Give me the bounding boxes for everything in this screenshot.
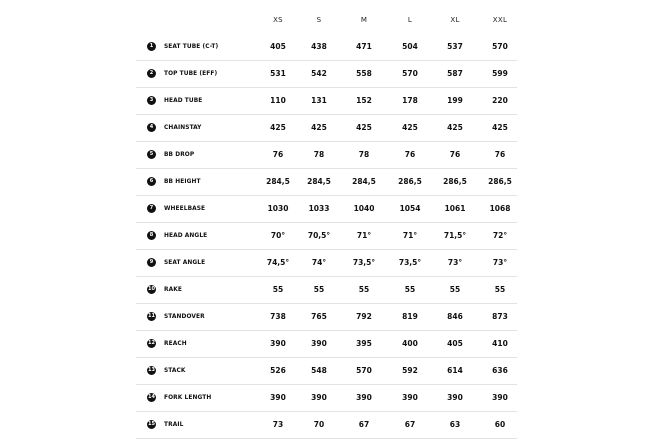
- row-number-badge: 4: [147, 123, 156, 132]
- cell-value: 55: [313, 285, 325, 294]
- row-label: STACK: [164, 366, 186, 374]
- row-label: CHAINSTAY: [164, 123, 202, 131]
- row-label: BB HEIGHT: [164, 177, 201, 185]
- cell-value: 390: [270, 393, 286, 402]
- cell-value: 765: [311, 312, 327, 321]
- cell-value: 614: [447, 366, 463, 375]
- cell-value: 286,5: [488, 177, 512, 186]
- cell-value: 390: [270, 339, 286, 348]
- cell-value: 1068: [489, 204, 511, 213]
- size-header-xs: XS: [273, 16, 283, 24]
- cell-value: 542: [311, 69, 327, 78]
- cell-value: 390: [447, 393, 463, 402]
- cell-value: 284,5: [307, 177, 331, 186]
- cell-value: 570: [492, 42, 508, 51]
- cell-value: 76: [494, 150, 506, 159]
- row-number-badge: 6: [147, 177, 156, 186]
- cell-value: 738: [270, 312, 286, 321]
- cell-value: 531: [270, 69, 286, 78]
- cell-value: 405: [270, 42, 286, 51]
- cell-value: 55: [449, 285, 461, 294]
- cell-value: 70°: [270, 231, 286, 240]
- table-row: [136, 61, 517, 88]
- table-row: [136, 385, 517, 412]
- cell-value: 78: [358, 150, 370, 159]
- geometry-table: [136, 6, 517, 439]
- table-row: [136, 115, 517, 142]
- cell-value: 60: [494, 420, 506, 429]
- cell-value: 284,5: [266, 177, 290, 186]
- cell-value: 76: [404, 150, 416, 159]
- row-number-badge: 10: [148, 286, 155, 292]
- row-label: TOP TUBE (EFF): [164, 69, 218, 77]
- row-number-badge: 15: [148, 421, 155, 427]
- cell-value: 1040: [353, 204, 375, 213]
- cell-value: 548: [311, 366, 327, 375]
- row-number-badge: 2: [147, 69, 156, 78]
- cell-value: 73°: [492, 258, 508, 267]
- cell-value: 390: [402, 393, 418, 402]
- row-label: REACH: [164, 339, 187, 347]
- cell-value: 152: [356, 96, 372, 105]
- cell-value: 72°: [492, 231, 508, 240]
- cell-value: 400: [402, 339, 418, 348]
- row-number-badge: 14: [148, 394, 155, 400]
- row-label: SEAT ANGLE: [164, 258, 206, 266]
- cell-value: 410: [492, 339, 508, 348]
- cell-value: 636: [492, 366, 508, 375]
- size-header-s: S: [316, 16, 322, 24]
- cell-value: 76: [449, 150, 461, 159]
- cell-value: 405: [447, 339, 463, 348]
- row-label: STANDOVER: [164, 312, 205, 320]
- cell-value: 504: [402, 42, 418, 51]
- cell-value: 819: [402, 312, 418, 321]
- size-header-l: L: [407, 16, 413, 24]
- cell-value: 471: [356, 42, 372, 51]
- row-number-badge: 7: [147, 204, 156, 213]
- cell-value: 70,5°: [307, 231, 331, 240]
- cell-value: 73: [272, 420, 284, 429]
- row-number-badge: 11: [148, 313, 155, 319]
- cell-value: 286,5: [398, 177, 422, 186]
- cell-value: 395: [356, 339, 372, 348]
- cell-value: 55: [404, 285, 416, 294]
- row-label: FORK LENGTH: [164, 393, 212, 401]
- cell-value: 1030: [267, 204, 289, 213]
- cell-value: 70: [313, 420, 325, 429]
- cell-value: 537: [447, 42, 463, 51]
- cell-value: 73°: [447, 258, 463, 267]
- cell-value: 73,5°: [398, 258, 422, 267]
- cell-value: 592: [402, 366, 418, 375]
- geometry-table-body: [136, 34, 517, 439]
- cell-value: 55: [272, 285, 284, 294]
- cell-value: 74°: [311, 258, 327, 267]
- cell-value: 73,5°: [352, 258, 376, 267]
- table-row: [136, 250, 517, 277]
- cell-value: 425: [270, 123, 286, 132]
- row-label: HEAD TUBE: [164, 96, 203, 104]
- cell-value: 526: [270, 366, 286, 375]
- cell-value: 846: [447, 312, 463, 321]
- cell-value: 55: [494, 285, 506, 294]
- table-row: [136, 304, 517, 331]
- size-header-row: [136, 6, 517, 34]
- table-row: [136, 331, 517, 358]
- cell-value: 792: [356, 312, 372, 321]
- table-row: [136, 196, 517, 223]
- cell-value: 1033: [308, 204, 330, 213]
- cell-value: 390: [356, 393, 372, 402]
- row-label: RAKE: [164, 285, 182, 293]
- cell-value: 1061: [444, 204, 466, 213]
- table-row: [136, 223, 517, 250]
- cell-value: 71°: [402, 231, 418, 240]
- size-header-xxl: XXL: [492, 16, 508, 24]
- cell-value: 873: [492, 312, 508, 321]
- cell-value: 110: [270, 96, 286, 105]
- cell-value: 570: [356, 366, 372, 375]
- row-label: SEAT TUBE (C-T): [164, 42, 219, 50]
- cell-value: 425: [447, 123, 463, 132]
- cell-value: 284,5: [352, 177, 376, 186]
- cell-value: 67: [358, 420, 370, 429]
- size-header-m: M: [360, 16, 368, 24]
- cell-value: 438: [311, 42, 327, 51]
- cell-value: 199: [447, 96, 463, 105]
- row-label: HEAD ANGLE: [164, 231, 208, 239]
- cell-value: 1054: [399, 204, 421, 213]
- size-header-xl: XL: [450, 16, 460, 24]
- row-number-badge: 13: [148, 367, 155, 373]
- table-row: [136, 412, 517, 439]
- cell-value: 599: [492, 69, 508, 78]
- cell-value: 425: [402, 123, 418, 132]
- row-number-badge: 9: [147, 258, 156, 267]
- cell-value: 425: [311, 123, 327, 132]
- cell-value: 558: [356, 69, 372, 78]
- table-row: [136, 34, 517, 61]
- cell-value: 425: [492, 123, 508, 132]
- cell-value: 131: [311, 96, 327, 105]
- cell-value: 74,5°: [266, 258, 290, 267]
- cell-value: 570: [402, 69, 418, 78]
- cell-value: 425: [356, 123, 372, 132]
- cell-value: 390: [492, 393, 508, 402]
- row-number-badge: 8: [147, 231, 156, 240]
- row-number-badge: 3: [147, 96, 156, 105]
- cell-value: 67: [404, 420, 416, 429]
- row-number-badge: 1: [147, 42, 156, 51]
- cell-value: 286,5: [443, 177, 467, 186]
- row-number-badge: 12: [148, 340, 155, 346]
- table-row: [136, 142, 517, 169]
- cell-value: 76: [272, 150, 284, 159]
- row-label: WHEELBASE: [164, 204, 206, 212]
- cell-value: 220: [492, 96, 508, 105]
- table-row: [136, 169, 517, 196]
- table-row: [136, 277, 517, 304]
- row-label: TRAIL: [164, 420, 184, 428]
- cell-value: 55: [358, 285, 370, 294]
- cell-value: 63: [449, 420, 461, 429]
- cell-value: 587: [447, 69, 463, 78]
- cell-value: 390: [311, 339, 327, 348]
- cell-value: 78: [313, 150, 325, 159]
- table-row: [136, 358, 517, 385]
- cell-value: 178: [402, 96, 418, 105]
- table-row: [136, 88, 517, 115]
- row-label: BB DROP: [164, 150, 195, 158]
- cell-value: 71,5°: [443, 231, 467, 240]
- cell-value: 71°: [356, 231, 372, 240]
- cell-value: 390: [311, 393, 327, 402]
- row-number-badge: 5: [147, 150, 156, 159]
